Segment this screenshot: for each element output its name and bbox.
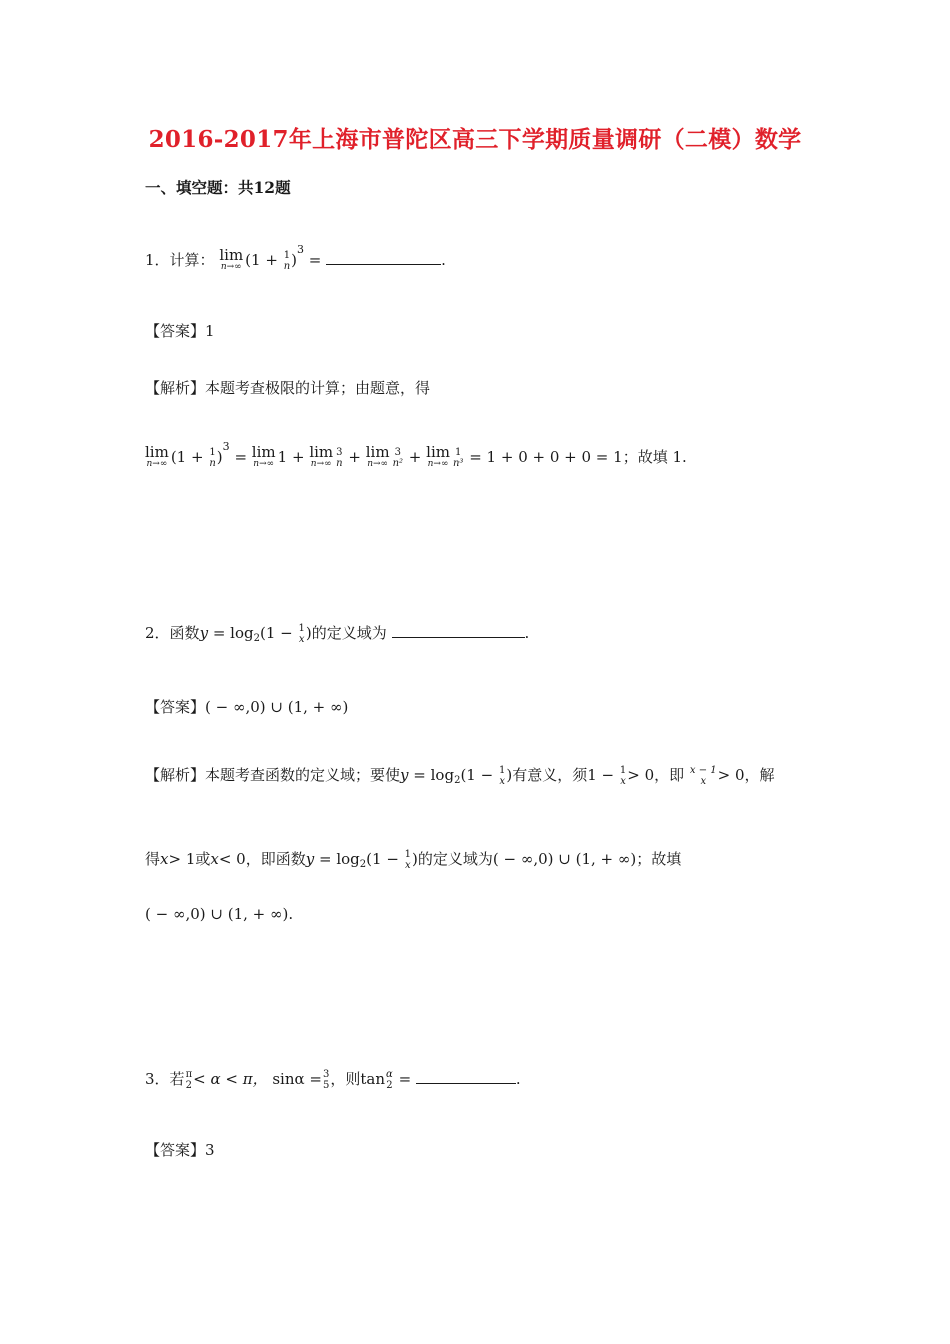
math-token [365, 443, 390, 470]
math-token: = [234, 448, 248, 466]
math-token: 2 [253, 633, 260, 644]
math-token: n² [392, 458, 404, 469]
math-token: 有意义，须 [512, 766, 588, 784]
math-token: lim [365, 443, 390, 461]
math-token: 5 [322, 1080, 330, 1091]
answer-1 [145, 320, 215, 341]
answer-blank[interactable] [416, 1069, 516, 1084]
math-token: π [185, 1069, 193, 1080]
math-token: 1 [619, 765, 627, 776]
section-heading: 一、填空题：共12题 [145, 178, 291, 197]
math-token: < α < π， [193, 1070, 268, 1088]
math-token: (1 + [170, 448, 204, 466]
math-token: ) [305, 624, 312, 642]
math-token: n [209, 458, 216, 469]
answer-tag: 【答案】 [145, 1141, 206, 1159]
math-token: lim [145, 443, 169, 461]
math-token: lim [309, 443, 334, 461]
math-token: + [348, 448, 361, 466]
analysis-tag: 【解析】 [145, 766, 206, 784]
math-token: x [210, 850, 219, 868]
math-token: 3 [336, 447, 343, 458]
question-number: 2． [145, 624, 170, 642]
page-title: 2016-2017年上海市普陀区高三下学期质量调研（二模）数学 [148, 126, 802, 153]
math-token: 2 [185, 1080, 193, 1091]
math-token: 1 [277, 448, 288, 466]
math-token: 3 [322, 1069, 330, 1080]
math-token: < 0，即函数 [218, 850, 306, 868]
answer-blank[interactable] [326, 250, 441, 265]
math-token: 1 [209, 447, 216, 458]
question-number: 1． [145, 251, 170, 269]
derivation-result: = 1 + 0 + 0 + 0 = 1；故填 1. [469, 448, 687, 466]
math-token [209, 447, 215, 469]
question-prefix: 函数 [169, 624, 200, 642]
analysis-text: 本题考查极限的计算；由题意，得 [205, 379, 431, 397]
math-token: n [283, 261, 291, 272]
question-prefix: 计算： [169, 251, 215, 269]
answer-value: ( − ∞,0) ∪ (1, + ∞) [205, 698, 349, 716]
math-token: = log [319, 850, 360, 868]
question-3 [145, 1068, 521, 1091]
math-token: n→∞ [427, 459, 449, 469]
derivation-1 [145, 440, 687, 470]
math-token: 2 [454, 775, 461, 786]
fraction-1-over-n [284, 250, 290, 272]
math-token: n→∞ [220, 262, 242, 272]
equals-sign: = [308, 251, 322, 269]
math-token: ，则 [330, 1070, 361, 1088]
math-token: x [620, 776, 626, 787]
math-token: 1 [455, 447, 462, 458]
answer-blank[interactable] [392, 623, 525, 638]
math-token: n→∞ [146, 459, 168, 469]
math-token: tan [360, 1070, 386, 1088]
math-token: x [700, 776, 707, 787]
math-token [299, 623, 305, 645]
math-token: = log [212, 624, 254, 642]
analysis-2-line-3 [145, 905, 293, 923]
math-token: y [400, 766, 409, 784]
math-token [620, 765, 626, 787]
math-token [323, 1069, 329, 1091]
math-token: 2 [359, 859, 367, 870]
math-token: . [524, 624, 530, 642]
math-token: > 0，即 [627, 766, 685, 784]
answer-tag: 【答案】 [145, 322, 206, 340]
analysis-1 [145, 377, 430, 398]
answer-2 [145, 696, 348, 717]
math-token: > 0，解 [717, 766, 775, 784]
answer-tag: 【答案】 [145, 698, 206, 716]
expr-open: (1 + [245, 251, 278, 269]
math-token: + [291, 448, 305, 466]
math-token: 1 [404, 849, 412, 860]
math-token: sinα = [272, 1070, 322, 1088]
exponent: 3 [297, 243, 304, 256]
math-token: x [405, 860, 411, 871]
math-token: x [160, 850, 169, 868]
math-token: (1 − [259, 624, 293, 642]
math-token [145, 443, 169, 470]
math-token [499, 765, 505, 787]
math-token: 1 [498, 765, 506, 776]
question-end: . [441, 251, 446, 269]
answer-3 [145, 1139, 215, 1160]
math-token: n→∞ [367, 459, 389, 469]
math-token [309, 443, 334, 470]
answer-value: 3 [205, 1141, 215, 1159]
math-token: 1 [587, 766, 597, 784]
math-token: . [515, 1070, 521, 1088]
question-number: 3． [145, 1070, 170, 1088]
math-token: (1 − [366, 850, 399, 868]
math-token: n→∞ [310, 459, 332, 469]
math-token: ) [412, 850, 418, 868]
math-token: 3 [394, 447, 401, 458]
math-token: (1 − [460, 766, 494, 784]
math-token: 1 [283, 250, 291, 261]
math-token: 的定义域为 [311, 624, 387, 642]
math-token: y [199, 624, 209, 642]
analysis-2-line-2 [145, 848, 681, 871]
expr-close: ) [291, 251, 297, 269]
math-token: 若 [169, 1070, 185, 1088]
math-token: x [499, 776, 505, 787]
math-token: lim [251, 443, 276, 461]
math-token: x [298, 634, 305, 645]
math-token: n→∞ [253, 459, 275, 469]
math-token [393, 447, 403, 469]
math-token: 3 [222, 440, 230, 453]
math-token: = log [413, 766, 455, 784]
math-token [426, 443, 450, 470]
math-token: = [398, 1070, 412, 1088]
math-token: lim [219, 246, 244, 264]
math-token: ) [506, 766, 513, 784]
question-1 [145, 243, 446, 273]
question-2 [145, 622, 529, 645]
math-token: 1 [298, 623, 305, 634]
math-token [186, 1069, 193, 1091]
math-token: + [408, 448, 422, 466]
analysis-tag: 【解析】 [145, 379, 206, 397]
math-token [405, 849, 411, 871]
math-token: 的定义域为( − ∞,0) ∪ (1, + ∞)；故填 [417, 850, 682, 868]
math-token: ( − ∞,0) ∪ (1, + ∞). [145, 905, 294, 923]
math-token [251, 443, 276, 470]
math-token: 本题考查函数的定义域；要使 [205, 766, 401, 784]
math-token: α [386, 1069, 393, 1080]
math-token: n [336, 458, 343, 469]
math-token [336, 447, 342, 469]
analysis-2-line-1: 【解析】本题考查函数的定义域；要使$y = \log_2(1$ − 1 x )有意义，须1 − 1 x > 0，即 x − 1 x > 0，解 [145, 765, 775, 787]
math-token: ) [216, 448, 223, 466]
math-token: 2 [386, 1080, 393, 1091]
math-token: x − 1 [689, 765, 717, 776]
math-token [453, 447, 463, 469]
math-token: y [305, 850, 315, 868]
math-token: 得 [145, 850, 161, 868]
math-token: n³ [452, 458, 464, 469]
answer-value: 1 [205, 322, 215, 340]
math-token [690, 765, 717, 787]
math-token: lim [426, 443, 450, 461]
math-token: > 1或 [168, 850, 211, 868]
limit-operator [219, 246, 244, 273]
math-token [386, 1069, 393, 1091]
